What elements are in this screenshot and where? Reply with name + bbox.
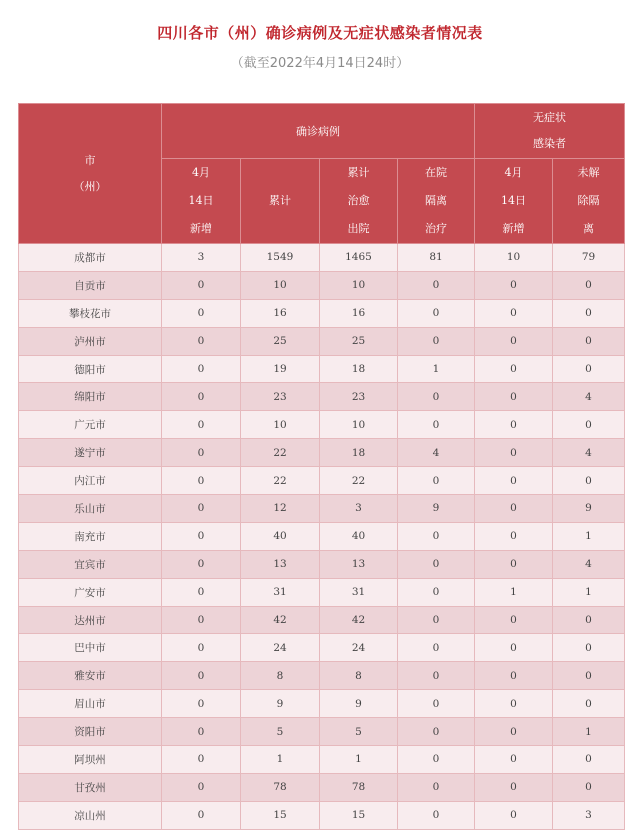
in-hospital-cell: 0	[398, 690, 475, 718]
in-hospital-cell: 0	[398, 550, 475, 578]
city-name-cell: 雅安市	[19, 662, 162, 690]
new-confirmed-header: 4月 14日 新增	[162, 159, 241, 244]
page-subtitle: （截至2022年4月14日24时）	[230, 56, 410, 71]
in-hospital-cell: 0	[398, 606, 475, 634]
table-row	[19, 495, 625, 523]
total-confirmed-cell: 10	[241, 411, 320, 439]
total-confirmed-cell: 8	[241, 662, 320, 690]
total-confirmed-cell: 9	[241, 690, 320, 718]
city-name-cell: 自贡市	[19, 271, 162, 299]
city-name-cell: 泸州市	[19, 327, 162, 355]
city-name-cell: 达州市	[19, 606, 162, 634]
total-confirmed-cell: 22	[241, 467, 320, 495]
total-recovered-cell: 31	[320, 578, 398, 606]
total-confirmed-cell: 13	[241, 550, 320, 578]
new-asymptomatic-cell: 0	[475, 634, 553, 662]
city-name-cell: 德阳市	[19, 355, 162, 383]
table-row	[19, 690, 625, 718]
new-confirmed-cell: 0	[162, 355, 241, 383]
under-observation-cell: 4	[553, 439, 625, 467]
new-asymptomatic-cell: 0	[475, 355, 553, 383]
under-observation-cell: 3	[553, 801, 625, 829]
under-observation-cell: 79	[553, 244, 625, 272]
new-asymptomatic-cell: 0	[475, 550, 553, 578]
new-asymptomatic-cell: 0	[475, 439, 553, 467]
total-recovered-cell: 10	[320, 271, 398, 299]
table-row	[19, 746, 625, 774]
under-observation-cell: 0	[553, 606, 625, 634]
new-asymptomatic-cell: 0	[475, 495, 553, 523]
table-row	[19, 439, 625, 467]
table-row	[19, 578, 625, 606]
new-confirmed-cell: 3	[162, 244, 241, 272]
city-name-cell: 乐山市	[19, 495, 162, 523]
total-confirmed-cell: 22	[241, 439, 320, 467]
total-recovered-cell: 8	[320, 662, 398, 690]
total-recovered-cell: 40	[320, 522, 398, 550]
new-confirmed-cell: 0	[162, 495, 241, 523]
table-row	[19, 411, 625, 439]
in-hospital-cell: 0	[398, 327, 475, 355]
city-name-cell: 广元市	[19, 411, 162, 439]
new-asymptomatic-cell: 0	[475, 271, 553, 299]
new-asymptomatic-cell: 0	[475, 522, 553, 550]
new-asymptomatic-header: 4月 14日 新增	[475, 159, 553, 244]
table-row	[19, 718, 625, 746]
new-asymptomatic-cell: 0	[475, 327, 553, 355]
new-asymptomatic-cell: 1	[475, 578, 553, 606]
table-row	[19, 355, 625, 383]
new-asymptomatic-cell: 0	[475, 383, 553, 411]
city-name-cell: 内江市	[19, 467, 162, 495]
under-observation-cell: 0	[553, 411, 625, 439]
total-confirmed-cell: 16	[241, 299, 320, 327]
total-confirmed-cell: 12	[241, 495, 320, 523]
table-row	[19, 773, 625, 801]
total-confirmed-cell: 24	[241, 634, 320, 662]
new-confirmed-cell: 0	[162, 467, 241, 495]
page-title: 四川各市（州）确诊病例及无症状感染者情况表	[157, 24, 483, 42]
total-recovered-cell: 23	[320, 383, 398, 411]
new-asymptomatic-cell: 0	[475, 606, 553, 634]
under-observation-cell: 4	[553, 550, 625, 578]
total-recovered-cell: 22	[320, 467, 398, 495]
new-confirmed-cell: 0	[162, 271, 241, 299]
new-asymptomatic-cell: 0	[475, 662, 553, 690]
total-confirmed-cell: 1549	[241, 244, 320, 272]
total-confirmed-cell: 15	[241, 801, 320, 829]
new-asymptomatic-cell: 10	[475, 244, 553, 272]
total-confirmed-cell: 25	[241, 327, 320, 355]
new-confirmed-cell: 0	[162, 299, 241, 327]
total-confirmed-cell: 31	[241, 578, 320, 606]
table-row	[19, 662, 625, 690]
total-recovered-cell: 18	[320, 439, 398, 467]
under-observation-cell: 0	[553, 773, 625, 801]
new-confirmed-cell: 0	[162, 550, 241, 578]
new-asymptomatic-cell: 0	[475, 801, 553, 829]
total-recovered-cell: 25	[320, 327, 398, 355]
new-asymptomatic-cell: 0	[475, 773, 553, 801]
new-asymptomatic-cell: 0	[475, 299, 553, 327]
in-hospital-cell: 0	[398, 746, 475, 774]
new-confirmed-cell: 0	[162, 327, 241, 355]
total-recovered-cell: 1	[320, 746, 398, 774]
new-confirmed-cell: 0	[162, 522, 241, 550]
table-row	[19, 801, 625, 829]
in-hospital-cell: 0	[398, 634, 475, 662]
under-observation-cell: 9	[553, 495, 625, 523]
total-recovered-cell: 9	[320, 690, 398, 718]
new-confirmed-cell: 0	[162, 801, 241, 829]
table-row	[19, 522, 625, 550]
under-observation-cell: 0	[553, 467, 625, 495]
total-recovered-cell: 1465	[320, 244, 398, 272]
in-hospital-cell: 81	[398, 244, 475, 272]
city-name-cell: 绵阳市	[19, 383, 162, 411]
city-name-cell: 甘孜州	[19, 773, 162, 801]
total-confirmed-cell: 1	[241, 746, 320, 774]
under-observation-cell: 0	[553, 634, 625, 662]
in-hospital-cell: 1	[398, 355, 475, 383]
total-recovered-cell: 24	[320, 634, 398, 662]
in-hospital-cell: 0	[398, 718, 475, 746]
table-row	[19, 550, 625, 578]
new-confirmed-cell: 0	[162, 439, 241, 467]
city-name-cell: 宜宾市	[19, 550, 162, 578]
new-confirmed-cell: 0	[162, 690, 241, 718]
total-confirmed-cell: 5	[241, 718, 320, 746]
under-observation-header: 未解 除隔 离	[553, 159, 625, 244]
new-confirmed-cell: 0	[162, 662, 241, 690]
in-hospital-cell: 0	[398, 467, 475, 495]
city-name-cell: 巴中市	[19, 634, 162, 662]
total-recovered-cell: 5	[320, 718, 398, 746]
total-recovered-cell: 15	[320, 801, 398, 829]
in-hospital-cell: 0	[398, 411, 475, 439]
total-confirmed-cell: 40	[241, 522, 320, 550]
total-recovered-cell: 18	[320, 355, 398, 383]
in-hospital-cell: 0	[398, 773, 475, 801]
table-row	[19, 327, 625, 355]
new-asymptomatic-cell: 0	[475, 467, 553, 495]
total-recovered-cell: 10	[320, 411, 398, 439]
new-confirmed-cell: 0	[162, 634, 241, 662]
city-name-cell: 南充市	[19, 522, 162, 550]
total-recovered-cell: 13	[320, 550, 398, 578]
city-name-cell: 攀枝花市	[19, 299, 162, 327]
city-name-cell: 遂宁市	[19, 439, 162, 467]
table-row	[19, 383, 625, 411]
under-observation-cell: 1	[553, 578, 625, 606]
table-row	[19, 271, 625, 299]
table-body	[19, 244, 625, 830]
city-name-cell: 眉山市	[19, 690, 162, 718]
total-recovered-cell: 16	[320, 299, 398, 327]
total-confirmed-cell: 42	[241, 606, 320, 634]
case-table	[18, 103, 625, 830]
table-row	[19, 299, 625, 327]
table-row	[19, 634, 625, 662]
new-confirmed-cell: 0	[162, 718, 241, 746]
under-observation-cell: 1	[553, 718, 625, 746]
in-hospital-cell: 0	[398, 801, 475, 829]
new-confirmed-cell: 0	[162, 578, 241, 606]
under-observation-cell: 0	[553, 271, 625, 299]
total-recovered-header: 累计 治愈 出院	[320, 159, 398, 244]
total-confirmed-cell: 10	[241, 271, 320, 299]
city-name-cell: 成都市	[19, 244, 162, 272]
under-observation-cell: 0	[553, 327, 625, 355]
total-confirmed-cell: 78	[241, 773, 320, 801]
in-hospital-cell: 9	[398, 495, 475, 523]
under-observation-cell: 4	[553, 383, 625, 411]
under-observation-cell: 1	[553, 522, 625, 550]
city-name-cell: 凉山州	[19, 801, 162, 829]
under-observation-cell: 0	[553, 355, 625, 383]
in-hospital-cell: 0	[398, 578, 475, 606]
under-observation-cell: 0	[553, 746, 625, 774]
in-hospital-cell: 0	[398, 662, 475, 690]
confirmed-group-header: 确诊病例	[162, 104, 475, 159]
in-hospital-cell: 0	[398, 299, 475, 327]
table-row	[19, 467, 625, 495]
new-confirmed-cell: 0	[162, 411, 241, 439]
in-hospital-cell: 0	[398, 383, 475, 411]
total-recovered-cell: 3	[320, 495, 398, 523]
table-row	[19, 606, 625, 634]
new-asymptomatic-cell: 0	[475, 690, 553, 718]
new-asymptomatic-cell: 0	[475, 718, 553, 746]
total-recovered-cell: 78	[320, 773, 398, 801]
asymptomatic-group-header: 无症状 感染者	[475, 104, 625, 159]
city-name-cell: 广安市	[19, 578, 162, 606]
new-confirmed-cell: 0	[162, 773, 241, 801]
city-name-cell: 资阳市	[19, 718, 162, 746]
new-asymptomatic-cell: 0	[475, 746, 553, 774]
in-hospital-cell: 0	[398, 522, 475, 550]
total-recovered-cell: 42	[320, 606, 398, 634]
new-confirmed-cell: 0	[162, 746, 241, 774]
new-confirmed-cell: 0	[162, 606, 241, 634]
in-hospital-cell: 0	[398, 271, 475, 299]
new-asymptomatic-cell: 0	[475, 411, 553, 439]
table-header	[19, 104, 625, 244]
in-hospital-cell: 4	[398, 439, 475, 467]
total-confirmed-header: 累计	[241, 159, 320, 244]
city-name-cell: 阿坝州	[19, 746, 162, 774]
city-column-header: 市 （州）	[19, 104, 162, 244]
in-hospital-header: 在院 隔离 治疗	[398, 159, 475, 244]
under-observation-cell: 0	[553, 690, 625, 718]
under-observation-cell: 0	[553, 299, 625, 327]
table-row	[19, 244, 625, 272]
new-confirmed-cell: 0	[162, 383, 241, 411]
total-confirmed-cell: 19	[241, 355, 320, 383]
under-observation-cell: 0	[553, 662, 625, 690]
total-confirmed-cell: 23	[241, 383, 320, 411]
